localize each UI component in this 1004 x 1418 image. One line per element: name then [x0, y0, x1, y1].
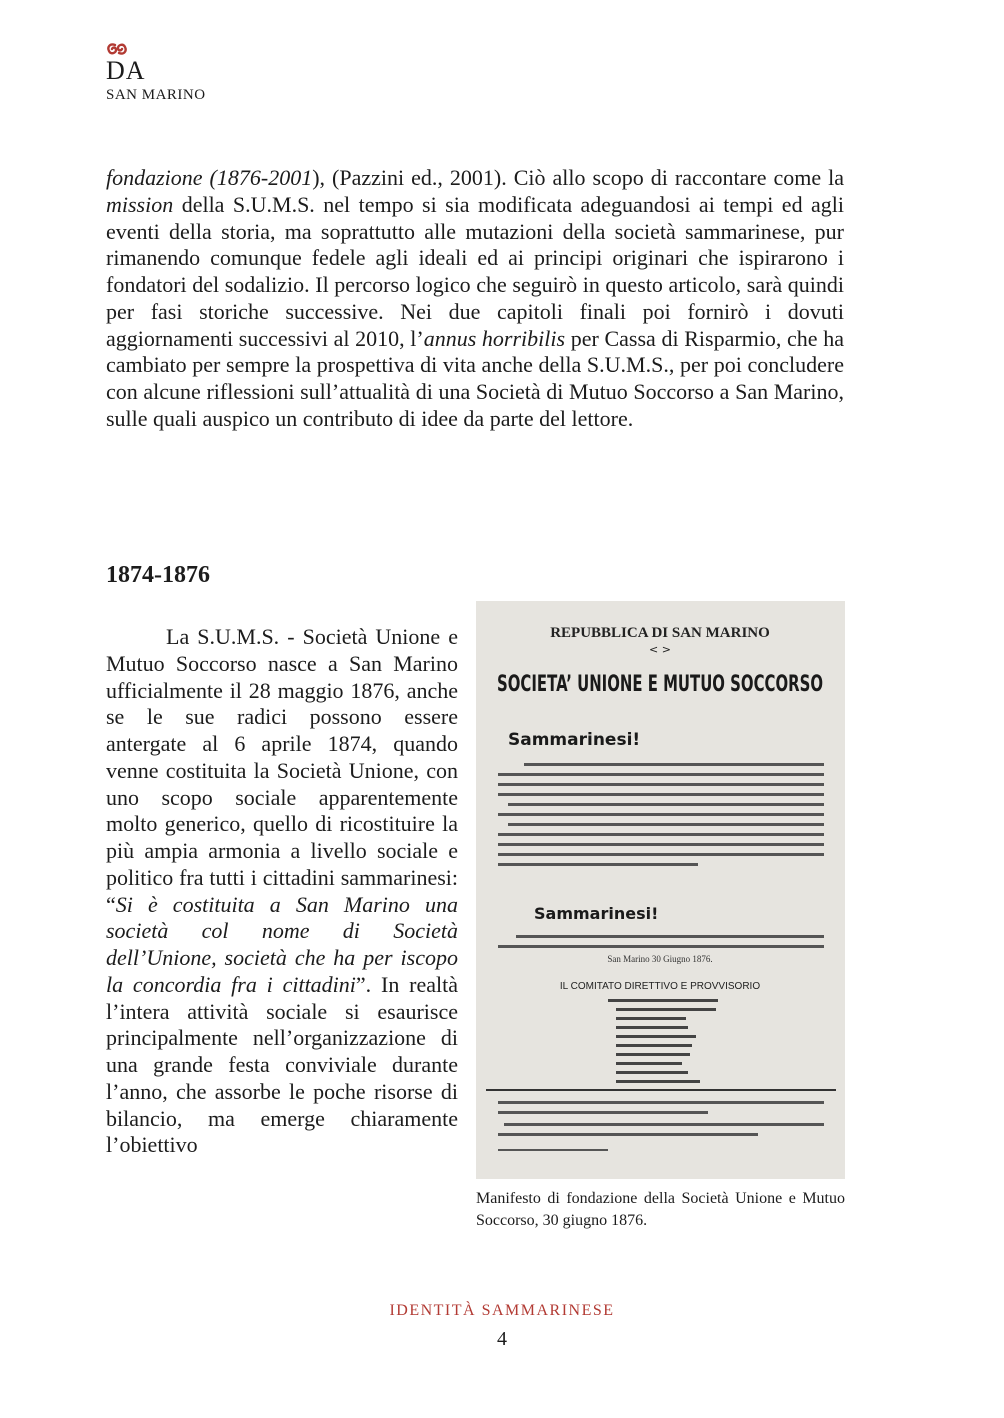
intro-italic-mission: mission — [106, 191, 174, 217]
intro-text-6: per Cassa di Risparmio, che ha cambiato per sempre la prospettiva di vita anche della S.U.M.S., per poi concludere con alcune riflessioni sull’attualità di una Società di Mutuo Soccorso a San Marino, sulle quali auspico un contributo di idee da parte del lettore. — [106, 325, 844, 431]
logo-mark-icon — [106, 42, 128, 56]
poster-greeting-1: Sammarinesi! — [508, 730, 641, 750]
section-text-1: La S.U.M.S. - Società Unione e Mutuo Soccorso nasce a San Marino ufficialmente il 28 maggio 1876, anche se le sue radici possono essere antergate al 6 aprile 1874, quando venne costituita la Società Unione, con uno scopo sociale apparentemente molto generico, quello di ricostituire la più ampia armonia a livello sociale e politico fra tutti i cittadini sammarinesi: “ — [106, 624, 458, 917]
section-paragraph — [106, 624, 458, 1159]
poster-republic-line: REPUBBLICA DI SAN MARINO — [550, 625, 770, 641]
intro-text-4: della S.U.M.S. nel tempo si sia modificata adeguandosi ai tempi ed agli eventi della storia, ma soprattutto alle mutazioni della società sammarinese, pur rimanendo comunque fedele agli ideali ed ai principi originari che ispirarono i fondatori del sodalizio. Il percorso logico che seguirò in questo articolo, sarà quindi per fasi storiche successive. Nei due capitoli finali poi fornirò i dovuti aggiornamenti successivi al 2010, l’ — [106, 191, 844, 351]
poster-divider — [486, 1089, 836, 1091]
image-caption: Manifesto di fondazione della Società Unione e Mutuo Soccorso, 30 giugno 1876. — [476, 1190, 845, 1229]
manifesto-image — [476, 601, 845, 1179]
section-quote: Si è costituita a San Marino una società col nome di Società dell’Unione, società che ha per iscopo la concordia fra i cittadini — [106, 891, 458, 997]
footer-publication-title: IDENTITÀ SAMMARINESE — [389, 1302, 615, 1319]
section-text-2: ”. In realtà l’intera attività sociale si esaurisce principalmente nell’organizzazione di una grande festa conviviale durante l’anno, che assorbe le poche risorse di bilancio, ma emerge chiaramente l’obiettivo — [106, 971, 458, 1158]
publication-logo — [106, 42, 206, 103]
poster-society-title: SOCIETA’ UNIONE E MUTUO SOCCORSO — [497, 672, 823, 697]
brand-subtitle: SAN MARINO — [106, 87, 206, 103]
brand-title: DA — [106, 56, 146, 85]
poster-committee-title: IL COMITATO DIRETTIVO E PROVVISORIO — [559, 981, 761, 992]
manifesto-svg — [476, 601, 845, 1179]
section-heading: 1874-1876 — [106, 562, 210, 588]
intro-italic-1: fondazione (1876-2001 — [106, 165, 313, 190]
intro-italic-annus: annus horribilis — [423, 325, 566, 351]
intro-paragraph — [106, 165, 844, 433]
poster-arrows-icon: < > — [649, 643, 671, 656]
intro-text-2: ), (Pazzini ed., 2001). Ciò allo scopo di raccontare come la — [312, 165, 844, 190]
poster-date-line: San Marino 30 Giugno 1876. — [607, 954, 713, 964]
poster-greeting-2: Sammarinesi! — [534, 904, 659, 923]
page-number: 4 — [497, 1328, 507, 1350]
